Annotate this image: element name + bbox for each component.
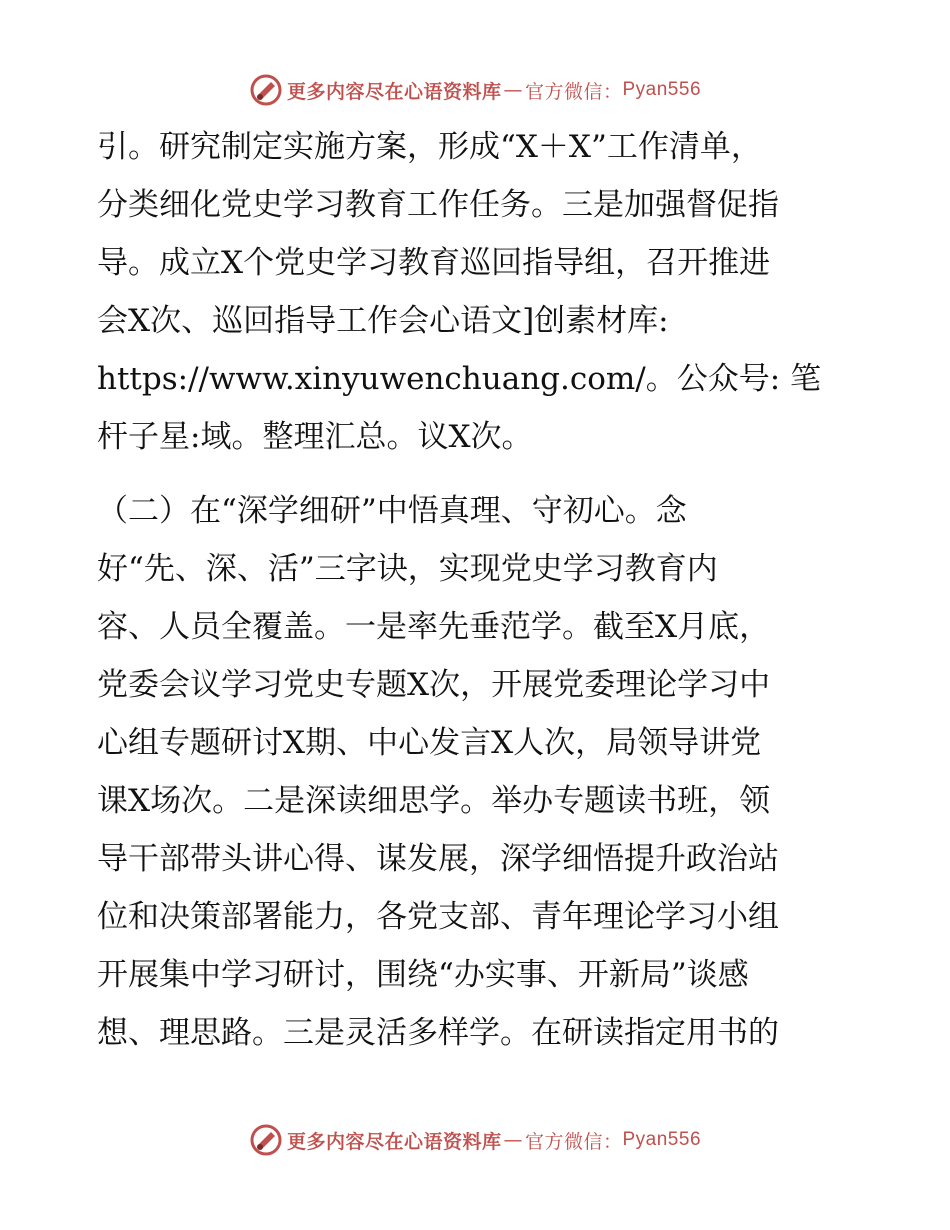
paragraph-2 — [97, 482, 857, 1062]
text-line: 位和决策部署能力，各党支部、青年理论学习小组 — [97, 899, 779, 935]
header-wechat-id: Pyan556 — [622, 79, 702, 100]
text-line: 想、理思路。三是灵活多样学。在研读指定用书的 — [97, 1015, 779, 1051]
header-dash: — — [503, 79, 523, 101]
header-brand-text: 更多内容尽在心语资料库 — [286, 80, 502, 103]
brand-logo-icon — [249, 1123, 283, 1157]
text-line: 心组专题研讨X期、中心发言X人次，局领导讲党 — [97, 725, 762, 761]
text-line: 课X场次。二是深读细思学。举办专题读书班，领 — [97, 783, 771, 819]
header-wechat-label: 官方微信： — [524, 80, 623, 103]
text-line: 分类细化党史学习教育工作任务。三是加强督促指 — [97, 187, 779, 223]
paragraph-gap — [97, 466, 857, 482]
brand-logo-icon — [249, 73, 283, 107]
footer-banner — [0, 1120, 950, 1160]
text-line: 党委会议学习党史专题X次，开展党委理论学习中 — [97, 667, 771, 703]
text-line: 容、人员全覆盖。一是率先垂范学。截至X月底， — [97, 609, 771, 645]
document-body — [97, 118, 857, 1062]
footer-brand-text: 更多内容尽在心语资料库 — [286, 1130, 502, 1153]
text-line: （二）在“深学细研”中悟真理、守初心。念 — [97, 493, 687, 529]
text-line: 杆子星:域。整理汇总。议X次。 — [97, 419, 533, 455]
text-line: 会X次、巡回指导工作会心语文]创素材库: — [97, 303, 669, 339]
text-line: 引。研究制定实施方案，形成“X＋X”工作清单， — [97, 129, 762, 165]
footer-wechat-label: 官方微信： — [524, 1130, 623, 1153]
text-line: 好“先、深、活”三字诀，实现党史学习教育内 — [97, 551, 718, 587]
text-line: 开展集中学习研讨，围绕“办实事、开新局”谈感 — [97, 957, 749, 993]
text-line: 导。成立X个党史学习教育巡回指导组，召开推进 — [97, 245, 771, 281]
text-line: 导干部带头讲心得、谋发展，深学细悟提升政治站 — [97, 841, 779, 877]
header-banner — [0, 70, 950, 110]
footer-dash: — — [503, 1129, 523, 1151]
paragraph-1 — [97, 118, 857, 466]
text-line: https://www.xinyuwenchuang.com/。公众号: 笔 — [97, 361, 822, 397]
footer-wechat-id: Pyan556 — [622, 1129, 702, 1150]
